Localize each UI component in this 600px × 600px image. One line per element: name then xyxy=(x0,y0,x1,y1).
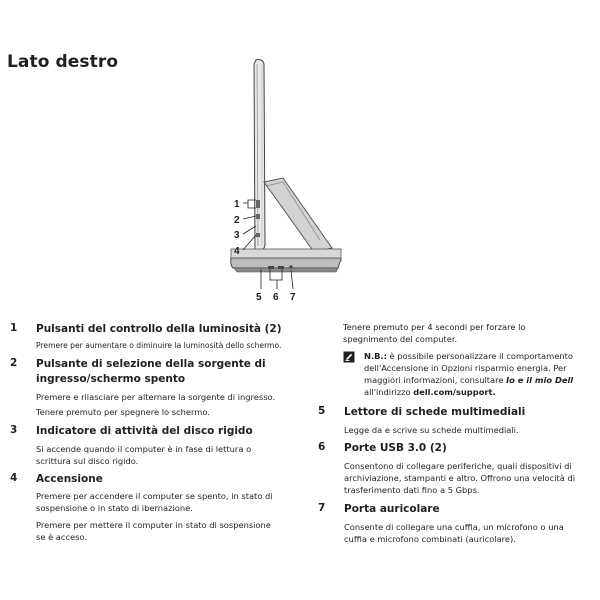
item-number: 6 xyxy=(318,441,326,453)
item-number: 2 xyxy=(10,357,18,369)
item-7 xyxy=(318,502,598,547)
item-description-line1: Premere per accendere il computer se spento, in stato di xyxy=(36,491,273,501)
note-label: N.B.: xyxy=(364,351,387,361)
item-2 xyxy=(10,357,310,427)
callout-1: 1 xyxy=(234,199,240,210)
stand-arm xyxy=(264,178,332,252)
continuation-line1: Tenere premuto per 4 secondi per forzare lo xyxy=(343,322,526,332)
continuation-line2: spegnimento del computer. xyxy=(343,334,458,344)
item-number: 4 xyxy=(10,472,18,484)
note-line2: dell'Accensione in Opzioni risparmio energia. Per xyxy=(364,363,567,373)
display-panel xyxy=(254,60,265,252)
item-number: 1 xyxy=(10,322,18,334)
callout-4: 4 xyxy=(234,246,240,257)
item-description-line2: sospensione o in stato di ibernazione. xyxy=(36,503,193,513)
callout-5: 5 xyxy=(256,292,262,303)
item-description-line1: Consentono di collegare periferiche, quali dispositivi di xyxy=(344,461,572,471)
item-description: Premere e rilasciare per alternare la sorgente di ingresso. xyxy=(36,392,276,402)
item-title: Pulsanti del controllo della luminosità (2) xyxy=(36,323,282,335)
callout-3: 3 xyxy=(234,230,240,241)
item-description-line4: se è acceso. xyxy=(36,532,88,542)
item-description-line3: trasferimento dati fino a 5 Gbps. xyxy=(344,485,480,495)
item-1 xyxy=(10,322,310,352)
item-description: Premere per aumentare o diminuire la luminosità dello schermo. xyxy=(36,341,282,350)
item-number: 3 xyxy=(10,424,18,436)
item-number: 5 xyxy=(318,405,326,417)
item-description-line3: Premere per mettere il computer in stato di sospensione xyxy=(36,520,271,530)
item-description-line1: Consente di collegare una cuffia, un microfono o una xyxy=(344,522,564,532)
item-3 xyxy=(10,424,310,469)
page-title: Lato destro xyxy=(7,52,119,72)
item-description-line1: Si accende quando il computer è in fase di lettura o xyxy=(36,444,252,454)
note-text: maggiori informazioni, consultare xyxy=(364,375,507,385)
item-4 xyxy=(10,472,310,552)
callout-2: 2 xyxy=(234,215,240,226)
item-title-line2: ingresso/schermo spento xyxy=(36,373,186,385)
callout-6: 6 xyxy=(273,292,279,303)
item-title: Porte USB 3.0 (2) xyxy=(344,442,447,454)
note-line4 xyxy=(364,386,496,398)
item-6 xyxy=(318,441,598,497)
note-icon xyxy=(343,351,355,363)
callout-7: 7 xyxy=(290,292,296,303)
item-number: 7 xyxy=(318,502,326,514)
item-title: Accensione xyxy=(36,473,103,485)
support-link[interactable]: dell.com/support. xyxy=(413,387,496,397)
item-title: Indicatore di attività del disco rigido xyxy=(36,425,253,437)
manual-link[interactable]: Io e il mio Dell xyxy=(506,375,574,385)
item-title: Lettore di schede multimediali xyxy=(344,406,526,418)
item-description-line2: cuffia e microfono combinati (auricolare). xyxy=(344,534,516,544)
note-line1 xyxy=(364,350,573,362)
note-line3 xyxy=(364,374,573,386)
stand-base xyxy=(231,258,341,268)
item-title: Porta auricolare xyxy=(344,503,440,515)
item-description: Tenere premuto per spegnere lo schermo. xyxy=(36,407,210,417)
item-description-line2: scrittura sul disco rigido. xyxy=(36,456,139,466)
item-description-line2: archiviazione, stampanti e altro. Offrono una velocità di xyxy=(344,473,576,483)
item-title-line1: Pulsante di selezione della sorgente di xyxy=(36,358,266,370)
note-text: è possibile personalizzare il comportamento xyxy=(389,351,573,361)
item-5 xyxy=(318,405,598,437)
note-text: all'indirizzo xyxy=(364,387,414,397)
item-description: Legge da e scrive su schede multimediali. xyxy=(344,425,519,435)
